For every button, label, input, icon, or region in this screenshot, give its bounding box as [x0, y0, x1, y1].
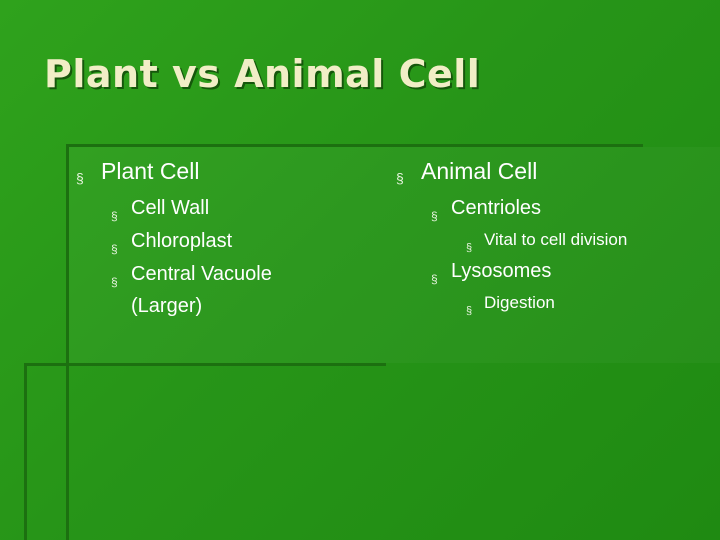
list-item	[76, 258, 272, 291]
sub-list-item	[396, 288, 627, 318]
plant-cell-list	[76, 156, 272, 321]
animal-cell-heading-row	[396, 156, 627, 186]
frame-line-middle	[26, 363, 386, 366]
list-item	[76, 192, 272, 225]
animal-cell-list	[396, 156, 627, 318]
list-item-label: Chloroplast	[131, 230, 233, 252]
list-item-label: Lysosomes	[451, 260, 552, 282]
sub-list-item	[396, 225, 627, 255]
bullet-icon: §	[111, 242, 118, 256]
animal-cell-heading: Animal Cell	[421, 158, 538, 184]
list-item	[76, 225, 272, 258]
sub-list-item-label: Digestion	[484, 293, 555, 312]
list-item	[396, 192, 627, 225]
list-item-label: Cell Wall	[131, 197, 210, 219]
bullet-icon: §	[431, 209, 438, 223]
list-item-label: Central Vacuole	[131, 263, 272, 285]
sub-list-item-label: Vital to cell division	[484, 230, 628, 249]
slide-title: Plant vs Animal Cell	[44, 52, 481, 96]
frame-line-lower-left	[24, 363, 27, 540]
list-item	[396, 255, 627, 288]
list-item-label: (Larger)	[131, 295, 203, 317]
bullet-icon: §	[431, 272, 438, 286]
list-item-continuation	[76, 291, 272, 321]
bullet-icon: §	[111, 275, 118, 289]
plant-cell-heading-row	[76, 156, 272, 186]
plant-cell-heading: Plant Cell	[101, 158, 200, 184]
bullet-icon: §	[466, 242, 473, 254]
bullet-icon: §	[396, 170, 404, 186]
list-item-label: Centrioles	[451, 197, 542, 219]
bullet-icon: §	[76, 170, 84, 186]
bullet-icon: §	[466, 305, 473, 317]
bullet-icon: §	[111, 209, 118, 223]
